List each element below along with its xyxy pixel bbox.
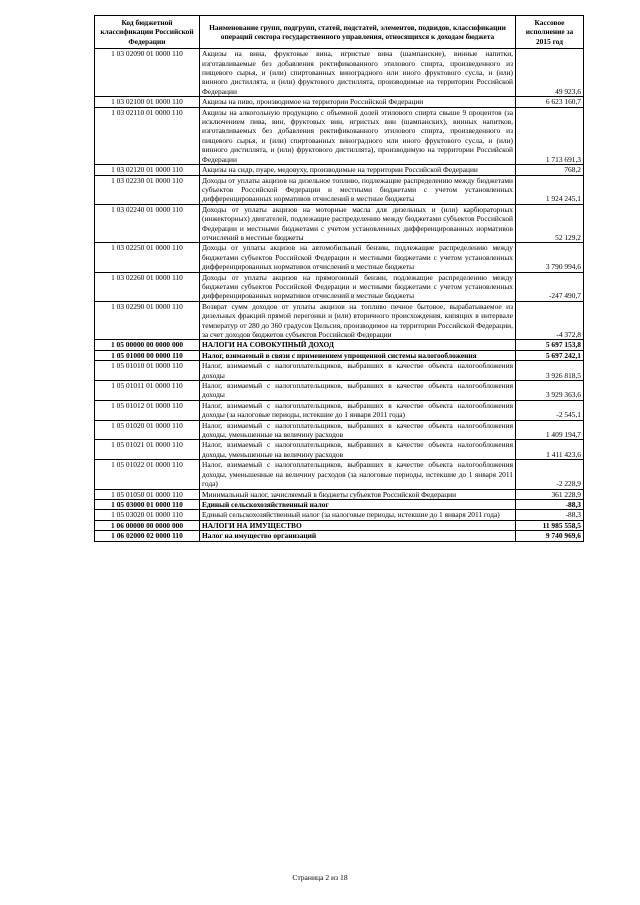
row-code: 1 03 02290 01 0000 110 (95, 301, 200, 340)
table-header-row (95, 16, 584, 49)
table-row (95, 107, 584, 164)
row-value: 3 929 363,6 (516, 381, 584, 401)
row-value: 5 697 242,1 (516, 350, 584, 360)
header-name: Наименование групп, подгрупп, статей, подстатей, элементов, подвидов, классификации операций сектора государственного управления, относящихся к доходам бюджета (200, 16, 516, 49)
table-row (95, 272, 584, 301)
row-value: -247 490,7 (516, 272, 584, 301)
row-code: 1 05 01022 01 0000 110 (95, 460, 200, 489)
row-name: Единый сельскохозяйственный налог (за налоговые периоды, истекшие до 1 января 2011 года) (200, 510, 516, 520)
row-code: 1 05 01020 01 0000 110 (95, 420, 200, 440)
row-name: Налог, взимаемый в связи с применением упрощенной системы налогообложения (200, 350, 516, 360)
table-row (95, 165, 584, 175)
row-name: Акцизы на сидр, пуаре, медовуху, производимые на территории Российской Федерации (200, 165, 516, 175)
row-value: 52 129,2 (516, 204, 584, 243)
row-name: Доходы от уплаты акцизов на автомобильный бензин, подлежащие распределению между бюджетами субъектов Российской Федерации и местными бюджетами с учетом установленных дифференцированных нормативов отчислений в местные бюджеты (200, 243, 516, 272)
row-value: 49 923,6 (516, 49, 584, 97)
row-name: Налог, взимаемый с налогоплательщиков, выбравших в качестве объекта налогообложения доходы, уменьшенные на величину расходов (200, 440, 516, 460)
table-row (95, 531, 584, 541)
row-name: Доходы от уплаты акцизов на прямогонный бензин, подлежащие распределению между бюджетами субъектов Российской Федерации и местными бюджетами с учетом установленных дифференцированных нормативов отчислений в местные бюджеты (200, 272, 516, 301)
row-name: Минимальный налог, зачисляемый в бюджеты субъектов Российской Федерации (200, 489, 516, 499)
row-value: -88,3 (516, 510, 584, 520)
row-code: 1 03 02120 01 0000 110 (95, 165, 200, 175)
row-code: 1 05 01000 00 0000 110 (95, 350, 200, 360)
table-row (95, 243, 584, 272)
row-name: Единый сельскохозяйственный налог (200, 499, 516, 509)
row-code: 1 03 02230 01 0000 110 (95, 175, 200, 204)
row-value: 361 228,9 (516, 489, 584, 499)
row-name: Акцизы на вина, фруктовые вина, игристые вина (шампанские), винные напитки, изготавливаемые без добавления ректификованного этилового спирта, произведенного из пищевого сырья, и (или) спиртованных виноградного или иного фруктового сусла, и (или) винного дистиллята, и (или) фруктового дистиллята, производимые на территории Российской Федерации (200, 49, 516, 97)
row-value: 3 790 994,6 (516, 243, 584, 272)
row-value: 1 409 194,7 (516, 420, 584, 440)
row-code: 1 06 00000 00 0000 000 (95, 520, 200, 530)
table-row (95, 301, 584, 340)
row-code: 1 05 01011 01 0000 110 (95, 381, 200, 401)
table-row (95, 204, 584, 243)
row-name: Налог, взимаемый с налогоплательщиков, выбравших в качестве объекта налогообложения доходы (200, 381, 516, 401)
row-code: 1 03 02260 01 0000 110 (95, 272, 200, 301)
row-name: Доходы от уплаты акцизов на дизельное топливо, подлежащие распределению между бюджетами субъектов Российской Федерации и местными бюджетами с учетом установленных дифференцированных нормативов отчислений в местные бюджеты (200, 175, 516, 204)
row-value: 5 697 153,8 (516, 340, 584, 350)
row-code: 1 06 02000 02 0000 110 (95, 531, 200, 541)
row-name: Налог, взимаемый с налогоплательщиков, выбравших в качестве объекта налогообложения доходы (200, 361, 516, 381)
row-code: 1 03 02250 01 0000 110 (95, 243, 200, 272)
table-row (95, 350, 584, 360)
table-row (95, 489, 584, 499)
table-row (95, 361, 584, 381)
table-row (95, 49, 584, 97)
table-row (95, 499, 584, 509)
row-code: 1 03 02100 01 0000 110 (95, 97, 200, 107)
row-value: 11 985 558,5 (516, 520, 584, 530)
row-value: 1 411 423,6 (516, 440, 584, 460)
header-code: Код бюджетной классификации Российской Федерации (95, 16, 200, 49)
row-value: -88,3 (516, 499, 584, 509)
table-row (95, 520, 584, 530)
row-code: 1 05 01021 01 0000 110 (95, 440, 200, 460)
table-row (95, 175, 584, 204)
row-code: 1 03 02110 01 0000 110 (95, 107, 200, 164)
row-value: -2 545,1 (516, 400, 584, 420)
table-row (95, 420, 584, 440)
row-value: 3 926 818,5 (516, 361, 584, 381)
row-code: 1 03 02090 01 0000 110 (95, 49, 200, 97)
row-name: Налог, взимаемый с налогоплательщиков, выбравших в качестве объекта налогообложения доходы (за налоговые периоды, истекшие до 1 января 2011 года) (200, 400, 516, 420)
table-row (95, 510, 584, 520)
row-code: 1 05 01010 01 0000 110 (95, 361, 200, 381)
row-name: НАЛОГИ НА ИМУЩЕСТВО (200, 520, 516, 530)
row-name: Возврат сумм доходов от уплаты акцизов на топливо печное бытовое, вырабатываемое из дизельных фракций прямой перегонки и (или) вторичного происхождения, кипящих в интервале температур от 280 до 360 градусов Цельсия, производимое на территории Российской Федерации, за счет доходов бюджетов субъектов Российской Федерации (200, 301, 516, 340)
row-code: 1 05 00000 00 0000 000 (95, 340, 200, 350)
budget-table (94, 15, 584, 542)
row-value: 9 740 969,6 (516, 531, 584, 541)
table-body (95, 49, 584, 541)
table-row (95, 400, 584, 420)
header-value: Кассовое исполнение за 2015 год (516, 16, 584, 49)
row-code: 1 05 01012 01 0000 110 (95, 400, 200, 420)
table-row (95, 440, 584, 460)
row-name: НАЛОГИ НА СОВОКУПНЫЙ ДОХОД (200, 340, 516, 350)
row-value: 768,2 (516, 165, 584, 175)
row-name: Акцизы на пиво, производимое на территории Российской Федерации (200, 97, 516, 107)
row-value: 1 713 691,3 (516, 107, 584, 164)
row-name: Доходы от уплаты акцизов на моторные масла для дизельных и (или) карбюраторных (инжекторных) двигателей, подлежащие распределению между бюджетами субъектов Российской Федерации и местными бюджетами с учетом установленных дифференцированных нормативов отчислений в местные бюджеты (200, 204, 516, 243)
row-value: 1 924 245,1 (516, 175, 584, 204)
page-number: Страница 2 из 18 (292, 873, 348, 882)
row-name: Акцизы на алкогольную продукцию с объемной долей этилового спирта свыше 9 процентов (за исключением пива, вин, фруктовых вин, игристых вин (шампанских), винных напитков, изготавливаемых без добавления ректификованного этилового спирта, произведенного из пищевого сырья, и (или) спиртованных виноградного или иного фруктового сусла, и (или) винного дистиллята, и (или) фруктового дистиллята), производимую на территории Российской Федерации (200, 107, 516, 164)
table-row (95, 340, 584, 350)
row-code: 1 05 03000 01 0000 110 (95, 499, 200, 509)
row-code: 1 05 01050 01 0000 110 (95, 489, 200, 499)
row-code: 1 05 03020 01 0000 110 (95, 510, 200, 520)
row-value: 6 623 160,7 (516, 97, 584, 107)
row-code: 1 03 02240 01 0000 110 (95, 204, 200, 243)
table-row (95, 381, 584, 401)
table-row (95, 97, 584, 107)
table-row (95, 460, 584, 489)
row-name: Налог на имущество организаций (200, 531, 516, 541)
row-name: Налог, взимаемый с налогоплательщиков, выбравших в качестве объекта налогообложения доходы, уменьшенные на величину расходов (200, 420, 516, 440)
row-value: -4 372,8 (516, 301, 584, 340)
row-value: -2 228,9 (516, 460, 584, 489)
row-name: Налог, взимаемый с налогоплательщиков, выбравших в качестве объекта налогообложения доходы, уменьшенные на величину расходов (за налоговые периоды, истекшие до 1 января 2011 года) (200, 460, 516, 489)
